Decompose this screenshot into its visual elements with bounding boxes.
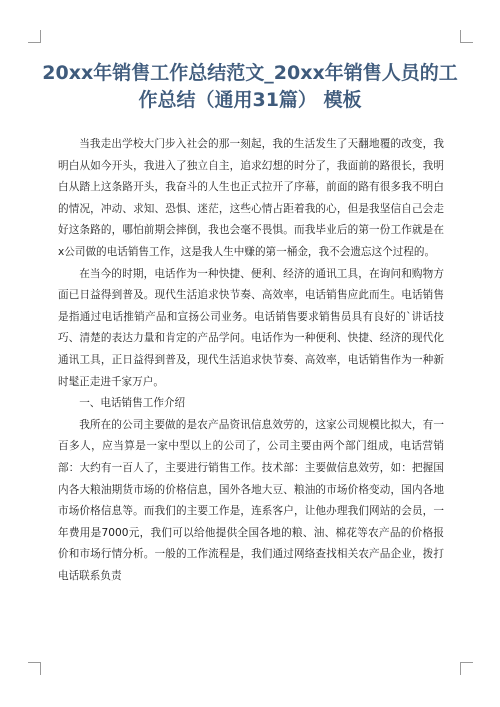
- section-heading: 一、电话销售工作介绍: [79, 397, 186, 410]
- body-paragraph: 我所在的公司主要做的是农产品资讯信息效劳的，这家公司规模比拟大，有一百多人，应当算是一家中型以上的公司了，公司主要由两个部门组成，电话营销部：大约有一百人了，主要进行销售工作。技术部：主要做信息效劳，如：把握国内各大粮油期货市场的价格信息，国外各地大豆、粮油的市场价格变动，国内各地市场价格信息等。而我们的主要工作是，连系客户，让他办理我们网站的会员，一年费用是7000元，我们可以给他提供全国各地的粮、油、棉花等农产品的价格报价和市场行情分析。一般的工作流程是，我们通过网络查找相关农产品企业，拨打电话联系负责: [58, 418, 444, 582]
- document-title: 20xx年销售工作总结范文_20xx年销售人员的工作总结（通用31篇） 模板: [42, 62, 458, 111]
- body-paragraph: 在当今的时期，电话作为一种快捷、便利、经济的通讯工具，在询问和购物方面已日益得到普及。现代生活追求快节奏、高效率，电话销售应此而生。电话销售是指通过电话推销产品和宣扬公司业务。电话销售要求销售员具有良好的`讲话技巧、清楚的表达力量和肯定的产品学问。电话作为一种便利、快捷、经济的现代化通讯工具，正日益得到普及，现代生活追求快节奏、高效率，电话销售作为一种新时髦正走进千家万户。: [58, 267, 444, 388]
- crop-mark-top-left: [28, 30, 41, 43]
- document-body: [58, 134, 444, 587]
- crop-mark-bottom-left: [28, 662, 41, 675]
- body-paragraph: 当我走出学校大门步入社会的那一刻起，我的生活发生了天翻地覆的改变，我明白从如今开头，我进入了独立自主，追求幻想的时分了，我面前的路很长，我明白从踏上这条路开头，我奋斗的人生也正式拉开了序幕，前面的路有很多我不明白的情况，冲动、求知、恐惧、迷茫，这些心情占距着我的心，但是我坚信自己会走好这条路的，哪怕前期会摔倒，我也会毫不畏惧。而我毕业后的第一份工作就是在x公司做的电话销售工作，这是我人生中赚的第一桶金，我不会遗忘这个过程的。: [58, 138, 444, 258]
- crop-mark-top-right: [460, 30, 473, 43]
- crop-mark-bottom-right: [460, 662, 473, 675]
